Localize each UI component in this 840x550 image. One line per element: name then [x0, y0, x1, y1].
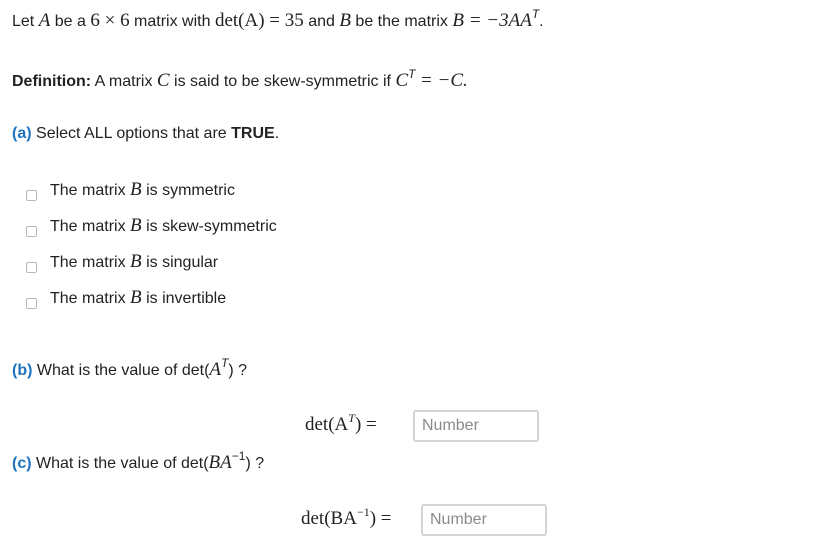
part-b-label: (b) [12, 362, 33, 379]
part-a-bold: TRUE [231, 125, 275, 142]
option-checkbox-2[interactable] [26, 226, 37, 237]
det-a-transpose-input[interactable] [413, 410, 539, 442]
option-3-var: B [130, 251, 142, 272]
part-b-equation [305, 411, 377, 436]
part-c-var: BA [208, 452, 232, 473]
part-b-eq-rest: ) = [354, 414, 377, 435]
intro-text-4: and [308, 13, 335, 30]
matrix-c-symbol: C [156, 70, 170, 91]
part-c-label: (c) [12, 455, 32, 472]
part-c-prompt [12, 449, 265, 474]
option-3-pre: The matrix [50, 254, 126, 271]
option-2-pre: The matrix [50, 218, 126, 235]
part-a-end: . [274, 125, 280, 142]
option-4-post: is invertible [146, 290, 227, 307]
matrix-b-definition: B = −3AA [452, 10, 532, 31]
part-c-equation [301, 505, 392, 530]
intro-period: . [539, 13, 544, 30]
option-2-post: is skew-symmetric [146, 218, 277, 235]
definition-transpose-sup: T [408, 67, 416, 81]
intro-text-3: matrix with [134, 13, 211, 30]
part-b-eq-lhs: det(A [305, 414, 349, 435]
option-4-pre: The matrix [50, 290, 126, 307]
part-c-eq-sup: −1 [356, 505, 370, 519]
option-checkbox-3[interactable] [26, 262, 37, 273]
problem-statement [12, 7, 544, 32]
part-b-text: What is the value of det( [36, 362, 210, 379]
determinant-given: det(A) = 35 [214, 10, 304, 31]
intro-text-2: be a [54, 13, 86, 30]
option-3-post: is singular [146, 254, 219, 271]
part-b-var: A [209, 359, 222, 380]
option-checkbox-1[interactable] [26, 190, 37, 201]
matrix-size: 6 × 6 [90, 10, 130, 31]
definition-text-1: A matrix [94, 73, 153, 90]
option-checkbox-4[interactable] [26, 298, 37, 309]
matrix-a-symbol: A [38, 10, 51, 31]
definition-line [12, 67, 468, 92]
part-c-eq-lhs: det(BA [301, 508, 357, 529]
matrix-b-symbol: B [339, 10, 351, 31]
part-a-label: (a) [12, 125, 32, 142]
intro-text-1: Let [12, 13, 35, 30]
definition-label: Definition: [12, 73, 92, 90]
option-1-pre: The matrix [50, 182, 126, 199]
definition-expr: C [395, 70, 409, 91]
definition-expr-rest: = −C. [419, 70, 468, 91]
part-c-close: ) ? [245, 455, 265, 472]
option-4-var: B [130, 287, 142, 308]
part-c-sup: −1 [231, 449, 246, 463]
part-b-close: ) ? [228, 362, 248, 379]
option-2-var: B [130, 215, 142, 236]
option-label-4[interactable] [50, 287, 226, 309]
transpose-superscript: T [531, 7, 540, 21]
option-1-var: B [130, 179, 142, 200]
option-1-post: is symmetric [146, 182, 235, 199]
part-c-text: What is the value of det( [36, 455, 209, 472]
det-ba-inverse-input[interactable] [421, 504, 547, 536]
part-b-sup: T [221, 356, 229, 370]
part-a-prompt [12, 125, 279, 143]
part-b-prompt [12, 356, 248, 381]
part-b-eq-sup: T [348, 411, 355, 425]
option-label-2[interactable] [50, 215, 277, 237]
intro-text-5: be the matrix [355, 13, 448, 30]
definition-text-2: is said to be skew-symmetric if [174, 73, 391, 90]
option-label-1[interactable] [50, 179, 235, 201]
part-a-text: Select ALL options that are [36, 125, 227, 142]
part-c-eq-rest: ) = [369, 508, 392, 529]
option-label-3[interactable] [50, 251, 218, 273]
